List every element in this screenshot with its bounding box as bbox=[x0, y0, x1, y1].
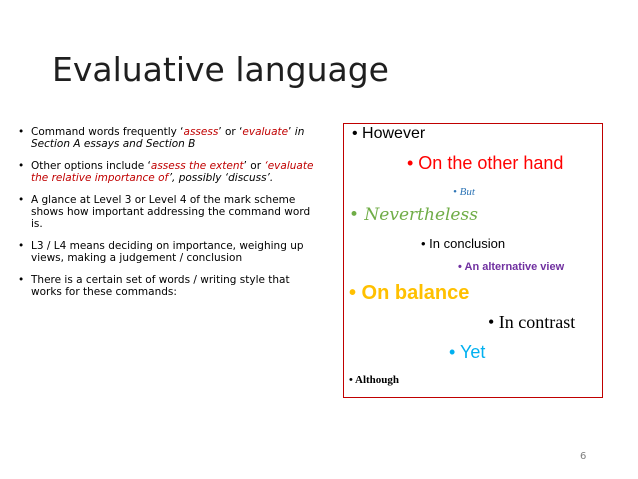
word-in-conclusion: • In conclusion bbox=[421, 236, 506, 251]
bullet: • bbox=[18, 126, 25, 138]
bullet: • bbox=[18, 160, 25, 172]
list-item: • Command words frequently ‘assess’ or ‘evaluate’ in Section A essays and Section B bbox=[18, 126, 305, 150]
bullet: • bbox=[18, 240, 25, 252]
word-on-the-other-hand: • On the other hand bbox=[407, 153, 564, 173]
word-on-balance: • On balance bbox=[349, 282, 470, 304]
bullet: • bbox=[18, 194, 25, 206]
word-however: • However bbox=[352, 125, 426, 142]
list-item: • L3 / L4 means deciding on importance, weighing up views, making a judgement / conclusion bbox=[18, 240, 304, 264]
slide-title: Evaluative language bbox=[52, 50, 389, 89]
command-words-list bbox=[18, 126, 318, 308]
list-item: • There is a certain set of words / writing style that works for these commands: bbox=[18, 274, 290, 298]
page-number: 6 bbox=[580, 451, 587, 462]
word-yet: • Yet bbox=[449, 342, 486, 362]
bullet: • bbox=[18, 274, 25, 286]
word-in-contrast: • In contrast bbox=[488, 312, 576, 332]
list-item: • Other options include ‘assess the extent’ or ‘evaluate the relative importance of’, possibly ‘discuss’. bbox=[18, 160, 314, 184]
word-although: • Although bbox=[349, 374, 400, 386]
list-item: • A glance at Level 3 or Level 4 of the mark scheme shows how important addressing the command word is. bbox=[18, 194, 311, 230]
word-but: • But bbox=[453, 186, 475, 198]
word-alternative-view: • An alternative view bbox=[458, 261, 565, 273]
word-nevertheless: • Nevertheless bbox=[349, 205, 478, 225]
